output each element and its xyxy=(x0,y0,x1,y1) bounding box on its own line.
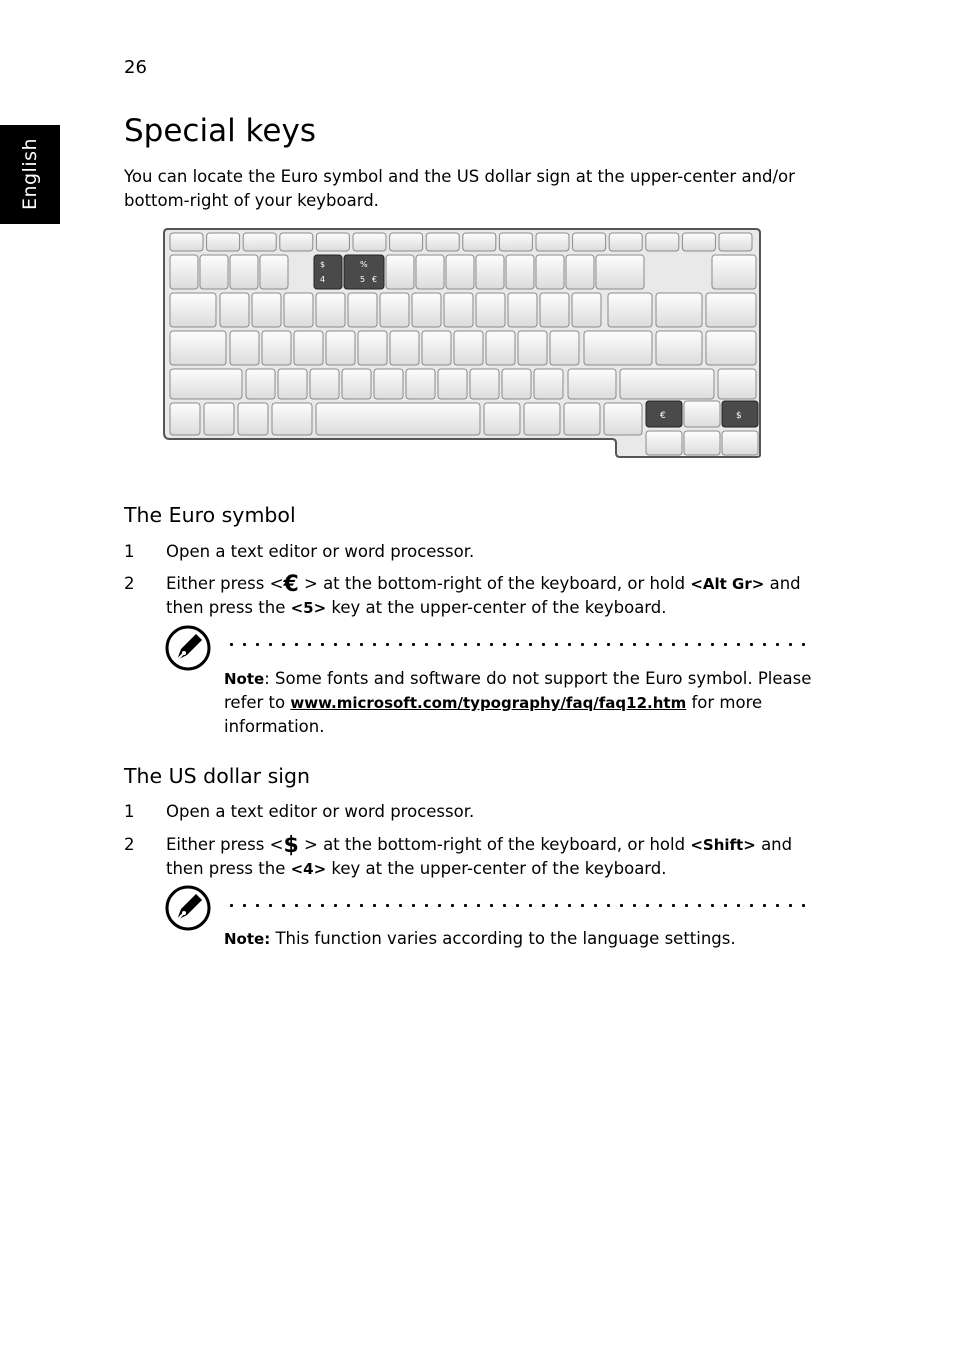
language-tab xyxy=(0,125,60,224)
note-pen-icon xyxy=(165,885,211,931)
keyboard-key xyxy=(272,403,312,435)
keyboard-key xyxy=(326,331,355,365)
note-separator xyxy=(225,903,810,908)
keyboard-key xyxy=(550,331,579,365)
keyboard-key xyxy=(540,293,569,327)
keyboard-key xyxy=(584,331,652,365)
keyboard-key xyxy=(682,233,715,251)
keyboard-key xyxy=(476,255,504,289)
keyboard-key xyxy=(243,233,276,251)
keyboard-key xyxy=(310,369,339,399)
keyboard-key xyxy=(454,331,483,365)
keyboard-key xyxy=(476,293,505,327)
keyboard-key xyxy=(718,369,756,399)
keyboard-key xyxy=(684,431,720,455)
key-name: <Alt Gr> xyxy=(690,575,765,593)
keyboard-key xyxy=(220,293,249,327)
keyboard-key xyxy=(484,403,520,435)
step-number: 2 xyxy=(124,574,135,593)
dollar-step-1 xyxy=(124,800,844,824)
keyboard-key xyxy=(170,233,203,251)
keyboard-illustration xyxy=(162,227,762,459)
keyboard-key xyxy=(426,233,459,251)
keyboard-key xyxy=(230,255,258,289)
keyboard-key xyxy=(170,403,200,435)
note-label: Note xyxy=(224,670,265,688)
key-name: <Shift> xyxy=(690,836,756,854)
step-text: > at the bottom-right of the keyboard, or hold xyxy=(304,574,686,593)
step-text: Either press < xyxy=(166,835,284,854)
keyboard-key xyxy=(238,403,268,435)
keyboard-key xyxy=(470,369,499,399)
keyboard-key xyxy=(499,233,532,251)
keyboard-key xyxy=(390,331,419,365)
keyboard-key xyxy=(353,233,386,251)
keyboard-key xyxy=(207,233,240,251)
dollar-key-icon: $ xyxy=(283,833,299,858)
keyboard-key xyxy=(463,233,496,251)
keyboard-key xyxy=(536,233,569,251)
note-text: This function varies according to the language settings. xyxy=(275,929,736,948)
keyboard-key xyxy=(446,255,474,289)
keyboard-key xyxy=(604,403,642,435)
keyboard-key xyxy=(524,403,560,435)
keyboard-key xyxy=(390,233,423,251)
note-text: : Some fonts and software do not support the Euro symbol. Please refer to xyxy=(224,669,812,712)
step-text: key at the upper-center of the keyboard. xyxy=(331,859,667,878)
dollar-section-heading: The US dollar sign xyxy=(124,764,311,788)
keyboard-key xyxy=(230,331,259,365)
step-text: key at the upper-center of the keyboard. xyxy=(331,598,667,617)
dollar-note xyxy=(224,927,814,951)
keyboard-key xyxy=(170,293,216,327)
key-label-five: 5 xyxy=(360,275,366,284)
keyboard-key xyxy=(573,233,606,251)
keyboard-key xyxy=(712,255,756,289)
keyboard-key xyxy=(506,255,534,289)
keyboard-key xyxy=(722,431,758,455)
dollar-step-2 xyxy=(124,833,844,881)
keyboard-key xyxy=(260,255,288,289)
keyboard-key xyxy=(316,293,345,327)
keyboard-key xyxy=(608,293,652,327)
language-tab-label: English xyxy=(19,137,41,211)
keyboard-key xyxy=(284,293,313,327)
page-number: 26 xyxy=(124,57,147,78)
keyboard-key xyxy=(294,331,323,365)
keyboard-key xyxy=(518,331,547,365)
keyboard-key xyxy=(386,255,414,289)
keyboard-key xyxy=(342,369,371,399)
keyboard-key xyxy=(170,255,198,289)
keyboard-key xyxy=(486,331,515,365)
keyboard-key xyxy=(204,403,234,435)
keyboard-key xyxy=(706,293,756,327)
step-text: Either press < xyxy=(166,574,284,593)
step-text: and then press the xyxy=(166,574,801,617)
keyboard-key xyxy=(278,369,307,399)
keyboard-key xyxy=(280,233,313,251)
keyboard-key xyxy=(706,331,756,365)
keyboard-key xyxy=(416,255,444,289)
keyboard-key xyxy=(438,369,467,399)
keyboard-key xyxy=(316,403,480,435)
keyboard-key xyxy=(348,293,377,327)
keyboard-key xyxy=(572,293,601,327)
step-number: 1 xyxy=(124,542,135,561)
keyboard-key xyxy=(646,233,679,251)
microsoft-typography-link[interactable]: www.microsoft.com/typography/faq/faq12.htm xyxy=(290,694,687,712)
step-text: Open a text editor or word processor. xyxy=(166,542,475,561)
keyboard-key xyxy=(656,293,702,327)
step-text: and then press the xyxy=(166,835,793,878)
key-name: <4> xyxy=(290,860,327,878)
key-label-euro: € xyxy=(372,275,378,284)
step-text: > at the bottom-right of the keyboard, or hold xyxy=(304,835,686,854)
keyboard-key xyxy=(252,293,281,327)
note-pen-icon xyxy=(165,625,211,671)
key-name: <5> xyxy=(290,599,327,617)
keyboard-key xyxy=(358,331,387,365)
note-text: for more information. xyxy=(224,693,763,736)
keyboard-key xyxy=(656,331,702,365)
key-label-dollar: $ xyxy=(320,260,326,269)
euro-step-2 xyxy=(124,572,844,620)
keyboard-key xyxy=(246,369,275,399)
keyboard-key xyxy=(508,293,537,327)
keyboard-key xyxy=(596,255,644,289)
key-label-percent: % xyxy=(360,260,368,269)
keyboard-key xyxy=(536,255,564,289)
keyboard-key xyxy=(609,233,642,251)
keyboard-key xyxy=(646,431,682,455)
euro-key-icon: € xyxy=(283,572,299,597)
page-title: Special keys xyxy=(124,113,316,149)
keyboard-key xyxy=(170,331,226,365)
keyboard-key xyxy=(534,369,563,399)
note-separator xyxy=(225,642,810,647)
keyboard-key xyxy=(262,331,291,365)
keyboard-key xyxy=(502,369,531,399)
key-label-dollar-bottom-right: $ xyxy=(736,411,742,421)
key-label-euro-bottom-right: € xyxy=(660,411,666,421)
keyboard-key xyxy=(406,369,435,399)
step-number: 1 xyxy=(124,802,135,821)
keyboard-key xyxy=(200,255,228,289)
keyboard-key xyxy=(170,369,242,399)
keyboard-key xyxy=(374,369,403,399)
step-number: 2 xyxy=(124,835,135,854)
step-text: Open a text editor or word processor. xyxy=(166,802,475,821)
euro-note xyxy=(224,667,814,738)
key-label-four: 4 xyxy=(320,275,326,284)
euro-section-heading: The Euro symbol xyxy=(124,503,296,527)
keyboard-key xyxy=(412,293,441,327)
keyboard-key xyxy=(566,255,594,289)
keyboard-key xyxy=(719,233,752,251)
keyboard-key xyxy=(316,233,349,251)
euro-step-1 xyxy=(124,540,844,564)
keyboard-key xyxy=(444,293,473,327)
keyboard-key xyxy=(568,369,616,399)
keyboard-key xyxy=(684,401,720,427)
note-label: Note: xyxy=(224,930,271,948)
intro-paragraph: You can locate the Euro symbol and the US dollar sign at the upper-center and/or bottom-right of your keyboard. xyxy=(124,167,795,210)
keyboard-key xyxy=(620,369,714,399)
keyboard-key xyxy=(422,331,451,365)
keyboard-key xyxy=(564,403,600,435)
keyboard-key xyxy=(380,293,409,327)
